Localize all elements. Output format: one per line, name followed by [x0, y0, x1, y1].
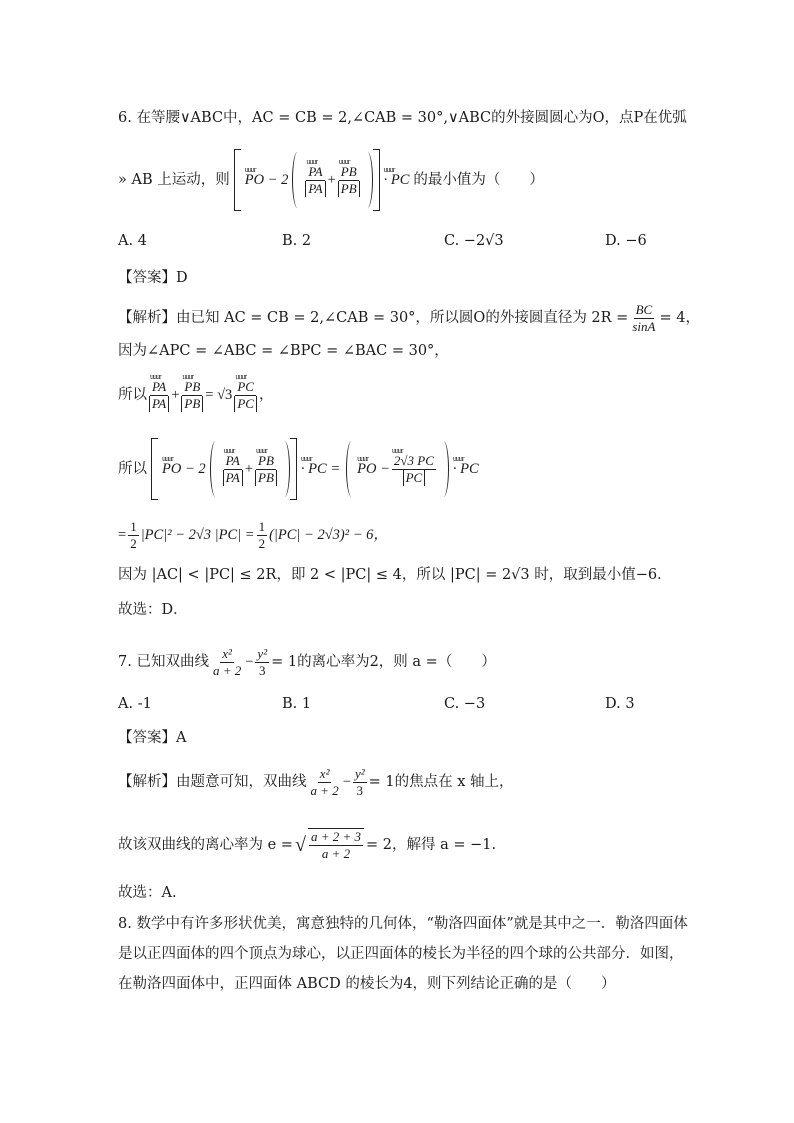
- q7-frac-x-num: x²: [222, 645, 232, 661]
- q7-analysis-line1: 【解析】由题意可知，双曲线 $\frac{\text{x²}}{a + 2}$ − $\frac{\text{y²}}{3}$ = 1的焦点在 x 轴上，: [118, 765, 514, 798]
- q6-analysis-line2: 因为∠APC = ∠ABC = ∠BPC = ∠BAC = 30°，: [118, 343, 449, 359]
- q7-a1-frac-x-den: a + 2: [310, 782, 339, 798]
- q6-frac-pa-den: PA: [305, 181, 325, 197]
- left-bracket: [151, 438, 158, 500]
- q7-stem: 7. 已知双曲线 $\frac{\text{x²}}{a + 2}$ − $\frac{\text{y²}}{3}$ = 1的离心率为2，则 a =（ ）: [118, 645, 496, 678]
- q6-analysis-4-prefix: 所以: [118, 461, 147, 477]
- q6-analysis-line1: [118, 298, 700, 338]
- q6-a3-pc-den: PC: [234, 396, 257, 412]
- q6-frac-bc-sina: [630, 302, 657, 335]
- q6-analysis-3-eq: = √3: [205, 387, 233, 403]
- q6-frac-pa-num: uuur PA: [306, 164, 324, 181]
- q6-a4-mid: uuur · PC =: [301, 459, 340, 479]
- q7-conclusion: 故选：A.: [118, 885, 177, 901]
- q6-a4-frac-pb: [255, 453, 277, 486]
- q6-stem-prefix: » AB 上运动，则: [118, 172, 230, 188]
- left-paren: [346, 441, 357, 497]
- q6-analysis-1b: = 4，: [659, 310, 700, 326]
- q6-analysis-line4: 所以 uuur PO − 2 uuur $\frac{PA}{PA}$ + uuur $\frac{PB}{PB}$ uuur · PC = uuur PO − uuur $\frac{2√3 PC}{PC}$ uuur · PC: [118, 438, 479, 500]
- q6-a4-pb-num: uuur PB: [256, 453, 276, 470]
- q6-a5-half-2-den: 2: [258, 535, 266, 551]
- q6-a4-pb-den: PB: [255, 470, 277, 486]
- left-paren: [210, 441, 221, 497]
- q8-stem-line2: 是以正四面体的四个顶点为球心，以正四面体的棱长为半径的四个球的公共部分．如图，: [118, 946, 684, 962]
- q6-option-a: A. 4: [118, 233, 147, 249]
- q6-expr-po: uuur PO − 2: [245, 170, 289, 190]
- q6-a4-end: uuur · PC: [453, 459, 479, 479]
- q7-analysis-2-prefix: 故该双曲线的离心率为 e =: [118, 837, 293, 853]
- q7-a2-frac-num: a + 2 + 3: [310, 829, 361, 844]
- q7-frac-x: [211, 646, 243, 679]
- q7-a1-frac-y-num: y²: [354, 765, 365, 781]
- left-paren: [292, 152, 303, 208]
- q8-stem-line1: 8. 数学中有许多形状优美，寓意独特的几何体，“勒洛四面体”就是其中之一．勒洛四面体: [118, 916, 688, 932]
- q7-analysis-2-suffix: = 2，解得 a = −1.: [365, 837, 497, 853]
- q8-stem-line3: 在勒洛四面体中，正四面体 ABCD 的棱长为4，则下列结论正确的是（ ）: [118, 976, 616, 992]
- q6-a4-frac-pa: [223, 453, 243, 486]
- q6-analysis-line3: 所以 uuur $\frac{PA}{PA}$ + uuur $\frac{PB}{PB}$ = √3 uuur $\frac{PC}{PC}$ ，: [118, 372, 273, 418]
- q7-a2-frac-den: a + 2: [321, 846, 351, 861]
- q6-a5-half-1-den: 2: [130, 535, 137, 551]
- q6-option-b: B. 2: [282, 233, 312, 249]
- q6-a3-frac-pb: [181, 379, 203, 412]
- q6-a3-pb-num: uuur PB: [182, 379, 202, 396]
- right-bracket: [290, 438, 297, 500]
- q7-option-d: D. 3: [605, 696, 635, 712]
- q6-a5-half-1: [128, 519, 139, 552]
- q6-a4-po: uuur PO − 2: [162, 459, 206, 479]
- q7-option-a: A. -1: [118, 696, 152, 712]
- q7-option-c: C. −3: [444, 696, 486, 712]
- q6-frac-pb-den: PB: [338, 181, 360, 197]
- q6-frac-pb-num: uuur PB: [339, 164, 359, 181]
- q6-frac-bc: BC: [635, 301, 653, 317]
- q6-a3-frac-pc: [234, 379, 257, 412]
- q6-a4-pa-den: PA: [223, 470, 243, 486]
- q6-a3-pa-den: PA: [149, 396, 169, 412]
- q6-a4-frac-den: PC: [403, 470, 426, 486]
- q6-frac-sina: sinA: [632, 318, 656, 334]
- q6-analysis-3-end: ，: [258, 387, 274, 403]
- q6-a3-pa-num: uuur PA: [150, 379, 168, 396]
- q6-frac-pb: [338, 164, 360, 197]
- right-paren: [438, 441, 449, 497]
- q6-a4-frac-num: uuur 2√3 PC: [392, 453, 436, 470]
- q6-stem-line1: 6. 在等腰∨ABC中，AC = CB = 2,∠CAB = 30°,∨ABC的外接圆圆心为O，点P在优弧: [118, 110, 687, 126]
- q6-option-d: D. −6: [605, 233, 647, 249]
- q6-analysis-1a: 【解析】由已知 AC = CB = 2,∠CAB = 30°，所以圆O的外接圆直径为 2R =: [118, 310, 629, 326]
- q7-stem-suffix: = 1的离心率为2，则 a =（ ）: [271, 654, 496, 670]
- q7-a2-frac: [308, 828, 364, 862]
- q7-frac-y: [255, 646, 269, 679]
- q7-analysis-1-prefix: 【解析】由题意可知，双曲线: [118, 774, 307, 790]
- q6-analysis-line6: 因为 |AC| < |PC| ≤ 2R，即 2 < |PC| ≤ 4，所以 |PC| = 2√3 时，取到最小值−6．: [118, 567, 672, 583]
- q7-frac-x-den: a + 2: [212, 662, 242, 678]
- q6-a3-pc-num: uuur PC: [235, 379, 256, 396]
- right-paren: [279, 441, 290, 497]
- q7-a1-frac-x-num: x²: [319, 765, 330, 781]
- q7-a1-frac-y: [353, 766, 367, 799]
- q6-a5-c: (|PC| − 2√3)² − 6，: [269, 527, 388, 543]
- q6-frac-pa: [305, 164, 325, 197]
- q7-option-b: B. 1: [282, 696, 312, 712]
- right-bracket: [373, 149, 380, 211]
- q6-a5-half-1-num: 1: [130, 518, 137, 534]
- left-bracket: [234, 149, 241, 211]
- q6-a4-frac: [392, 453, 436, 486]
- q7-frac-y-num: y²: [257, 645, 268, 661]
- q6-a4-sub: uuur PO −: [357, 459, 390, 479]
- q6-expr-pc: uuur · PC: [384, 170, 410, 190]
- q6-analysis-line5: [118, 515, 388, 555]
- q6-answer: 【答案】D: [118, 270, 188, 286]
- q6-a4-pa-num: uuur PA: [224, 453, 242, 470]
- q6-a3-frac-pa: [149, 379, 169, 412]
- q7-a1-frac-x: [309, 766, 341, 799]
- q6-a5-eq: =: [118, 527, 127, 543]
- q6-conclusion: 故选：D．: [118, 602, 188, 618]
- q7-stem-prefix: 7. 已知双曲线: [118, 654, 209, 670]
- q6-stem-suffix: 的最小值为（ ）: [413, 172, 544, 188]
- q7-frac-y-den: 3: [259, 662, 266, 678]
- q6-a5-half-2: [257, 519, 268, 552]
- q6-a5-b: |PC|² − 2√3 |PC| =: [140, 527, 255, 543]
- q7-answer: 【答案】A: [118, 730, 187, 746]
- q7-analysis-line2: [118, 822, 496, 868]
- right-paren: [362, 152, 373, 208]
- q6-a3-pb-den: PB: [181, 396, 203, 412]
- q6-option-c: C. −2√3: [444, 233, 504, 249]
- q7-a1-frac-y-den: 3: [356, 782, 364, 798]
- q6-a5-half-2-num: 1: [258, 518, 266, 534]
- q6-stem-line2: » AB 上运动，则 uuur PO − 2 uuur $\frac{PA}{PA}$ + uuur $\frac{PB}{PB}$ uuur · PC 的最小值为（ ）: [118, 150, 544, 210]
- sqrt-symbol: √: [294, 834, 306, 856]
- q7-analysis-1-suffix: = 1的焦点在 x 轴上，: [368, 774, 514, 790]
- q6-analysis-3-prefix: 所以: [118, 387, 147, 403]
